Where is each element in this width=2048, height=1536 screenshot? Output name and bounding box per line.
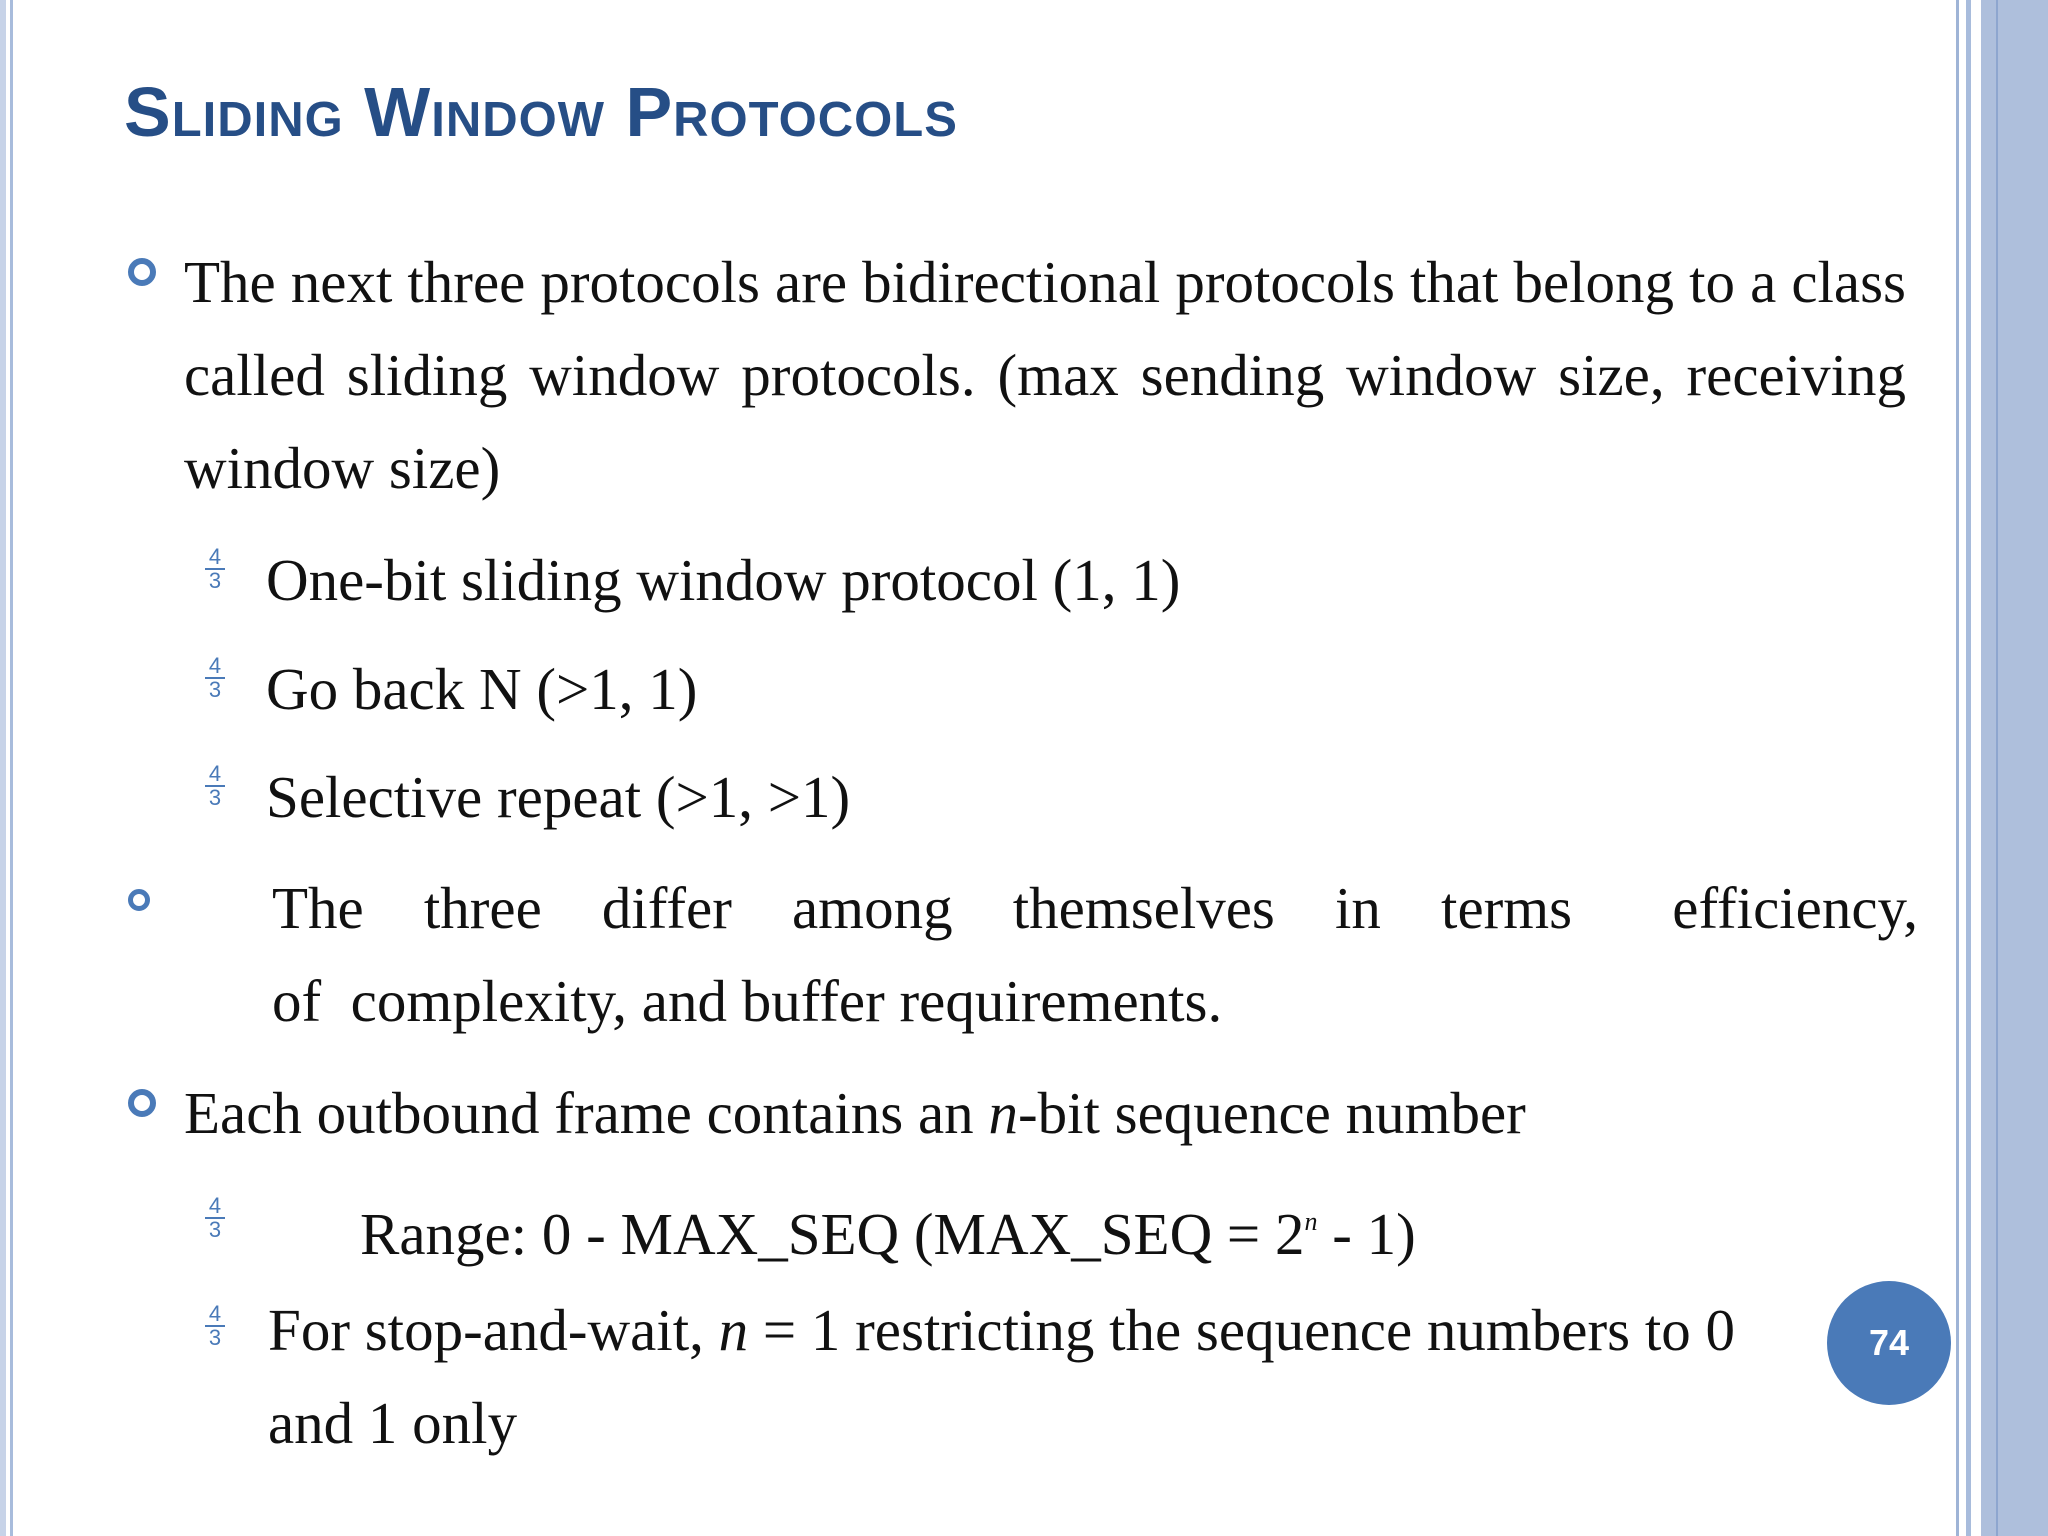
bullet-3-text: Each outbound frame contains an n-bit sequence number	[184, 1080, 1526, 1146]
left-border-line	[10, 0, 13, 1536]
fraction-bullet-icon: $\frac{4}{3}$	[205, 763, 225, 809]
right-border-gap-2	[1971, 0, 1981, 1536]
bullet-ring-icon	[128, 1089, 156, 1117]
bullet-ring-icon	[128, 258, 156, 286]
bullet-2-line-2: of complexity, and buffer requirements.	[272, 968, 1223, 1034]
subitem-stop-and-wait-line-2: and 1 only	[268, 1390, 518, 1456]
bullet-ring-icon	[128, 889, 150, 911]
subitem-one-bit: One-bit sliding window protocol (1, 1)	[266, 547, 1181, 613]
bullet-1-line-3: receiving window size)	[184, 342, 1906, 501]
subitem-stop-and-wait: For stop-and-wait, n = 1 restricting the sequence numbers to 0	[268, 1297, 1735, 1363]
right-side-bar-line	[1996, 0, 1998, 1536]
bullet-1-line-2: class called sliding window protocols. (max sending window size,	[184, 249, 1907, 408]
slide-title: Sliding Window Protocols	[124, 73, 958, 151]
bullet-1-text	[184, 236, 1906, 515]
fraction-bullet-icon: $\frac{4}{3}$	[205, 655, 225, 701]
page-number-badge: 74	[1827, 1281, 1951, 1405]
right-side-bar	[1981, 0, 2048, 1536]
fraction-bullet-icon: $\frac{4}{3}$	[205, 546, 225, 592]
subitem-selective-repeat: Selective repeat (>1, >1)	[266, 764, 851, 830]
right-border-gap	[1959, 0, 1966, 1536]
subitem-range: Range: 0 - MAX_SEQ (MAX_SEQ = $2^n - 1$)	[360, 1201, 1416, 1267]
subitem-go-back-n: Go back N (>1, 1)	[266, 656, 698, 722]
bullet-1-line-1: The next three protocols are bidirectional protocols that belong to a	[184, 249, 1777, 315]
left-border-band	[0, 0, 6, 1536]
fraction-bullet-icon: $\frac{4}{3}$	[205, 1303, 225, 1349]
bullet-2-line-1: The three differ among themselves in terms efficiency,	[272, 875, 1918, 941]
fraction-bullet-icon: $\frac{4}{3}$	[205, 1195, 225, 1241]
